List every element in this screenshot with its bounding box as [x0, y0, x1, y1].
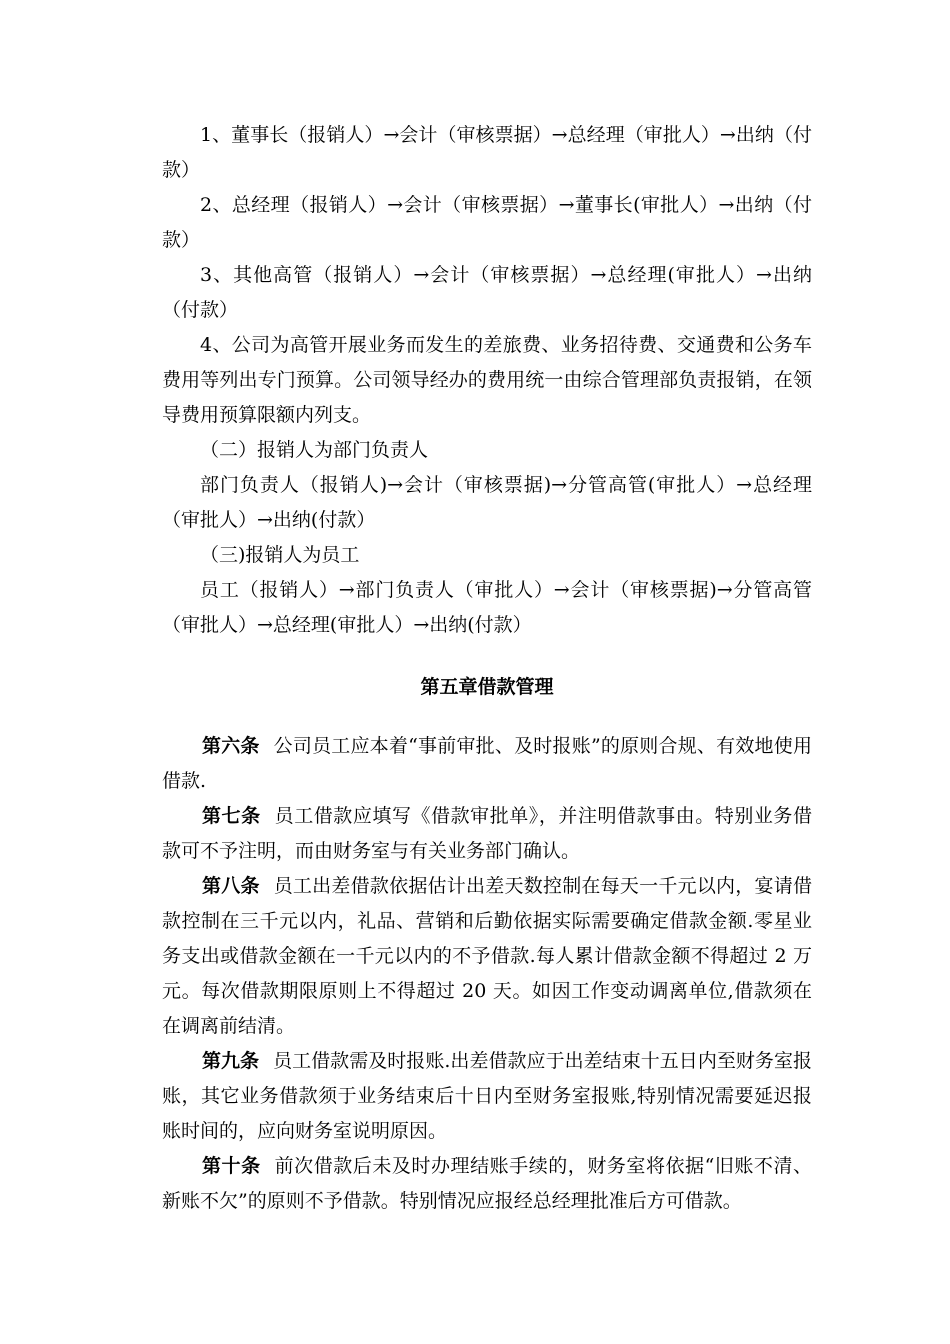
article-10-label: 第十条	[202, 1155, 261, 1177]
article-7-label: 第七条	[202, 805, 261, 827]
section-3-flow: 员工（报销人）→部门负责人（审批人）→会计（审核票据)→分管高管（审批人）→总经理(审批人）→出纳(付款）	[162, 579, 812, 636]
approval-item-3: 3、其他高管（报销人）→会计（审核票据）→总经理(审批人）→出纳（付款）	[162, 264, 812, 321]
article-7	[162, 799, 812, 869]
article-8-label: 第八条	[202, 875, 260, 897]
article-9-label: 第九条	[202, 1050, 260, 1072]
document-page	[162, 118, 812, 1219]
article-10	[162, 1149, 812, 1219]
section-2-title: （二）报销人为部门负责人	[200, 439, 429, 461]
approval-item-1: 1、董事长（报销人）→会计（审核票据）→总经理（审批人）→出纳（付款）	[162, 124, 812, 181]
article-10-text: 前次借款后未及时办理结账手续的，财务室将依据“旧账不清、新账不欠”的原则不予借款。特别情况应报经总经理批准后方可借款。	[162, 1155, 812, 1212]
article-8	[162, 869, 812, 1044]
article-6-label: 第六条	[202, 735, 260, 757]
article-8-text: 员工出差借款依据估计出差天数控制在每天一千元以内，宴请借款控制在三千元以内，礼品、营销和后勤依据实际需要确定借款金额.零星业务支出或借款金额在一千元以内的不予借款.每人累计借款金额不得超过 2 万元。每次借款期限原则上不得超过 20 天。如因工作变动调离单位,借款须在在调离前结清。	[162, 875, 812, 1037]
article-6	[162, 729, 812, 799]
article-6-text: 公司员工应本着“事前审批、及时报账”的原则合规、有效地使用借款.	[162, 735, 812, 792]
section-2-flow: 部门负责人（报销人)→会计（审核票据)→分管高管(审批人）→总经理（审批人）→出纳(付款）	[162, 474, 812, 531]
article-9	[162, 1044, 812, 1149]
chapter-title: 第五章借款管理	[420, 676, 554, 698]
approval-item-4: 4、公司为高管开展业务而发生的差旅费、业务招待费、交通费和公务车费用等列出专门预算。公司领导经办的费用统一由综合管理部负责报销，在领导费用预算限额内列支。	[162, 334, 812, 426]
approval-item-2: 2、总经理（报销人）→会计（审核票据）→董事长(审批人）→出纳（付款）	[162, 194, 812, 251]
section-3-title: （三)报销人为员工	[200, 544, 360, 566]
article-9-text: 员工借款需及时报账.出差借款应于出差结束十五日内至财务室报账，其它业务借款须于业务结束后十日内至财务室报账,特别情况需要延迟报账时间的，应向财务室说明原因。	[162, 1050, 812, 1142]
article-7-text: 员工借款应填写《借款审批单》，并注明借款事由。特别业务借款可不予注明，而由财务室与有关业务部门确认。	[162, 805, 812, 862]
